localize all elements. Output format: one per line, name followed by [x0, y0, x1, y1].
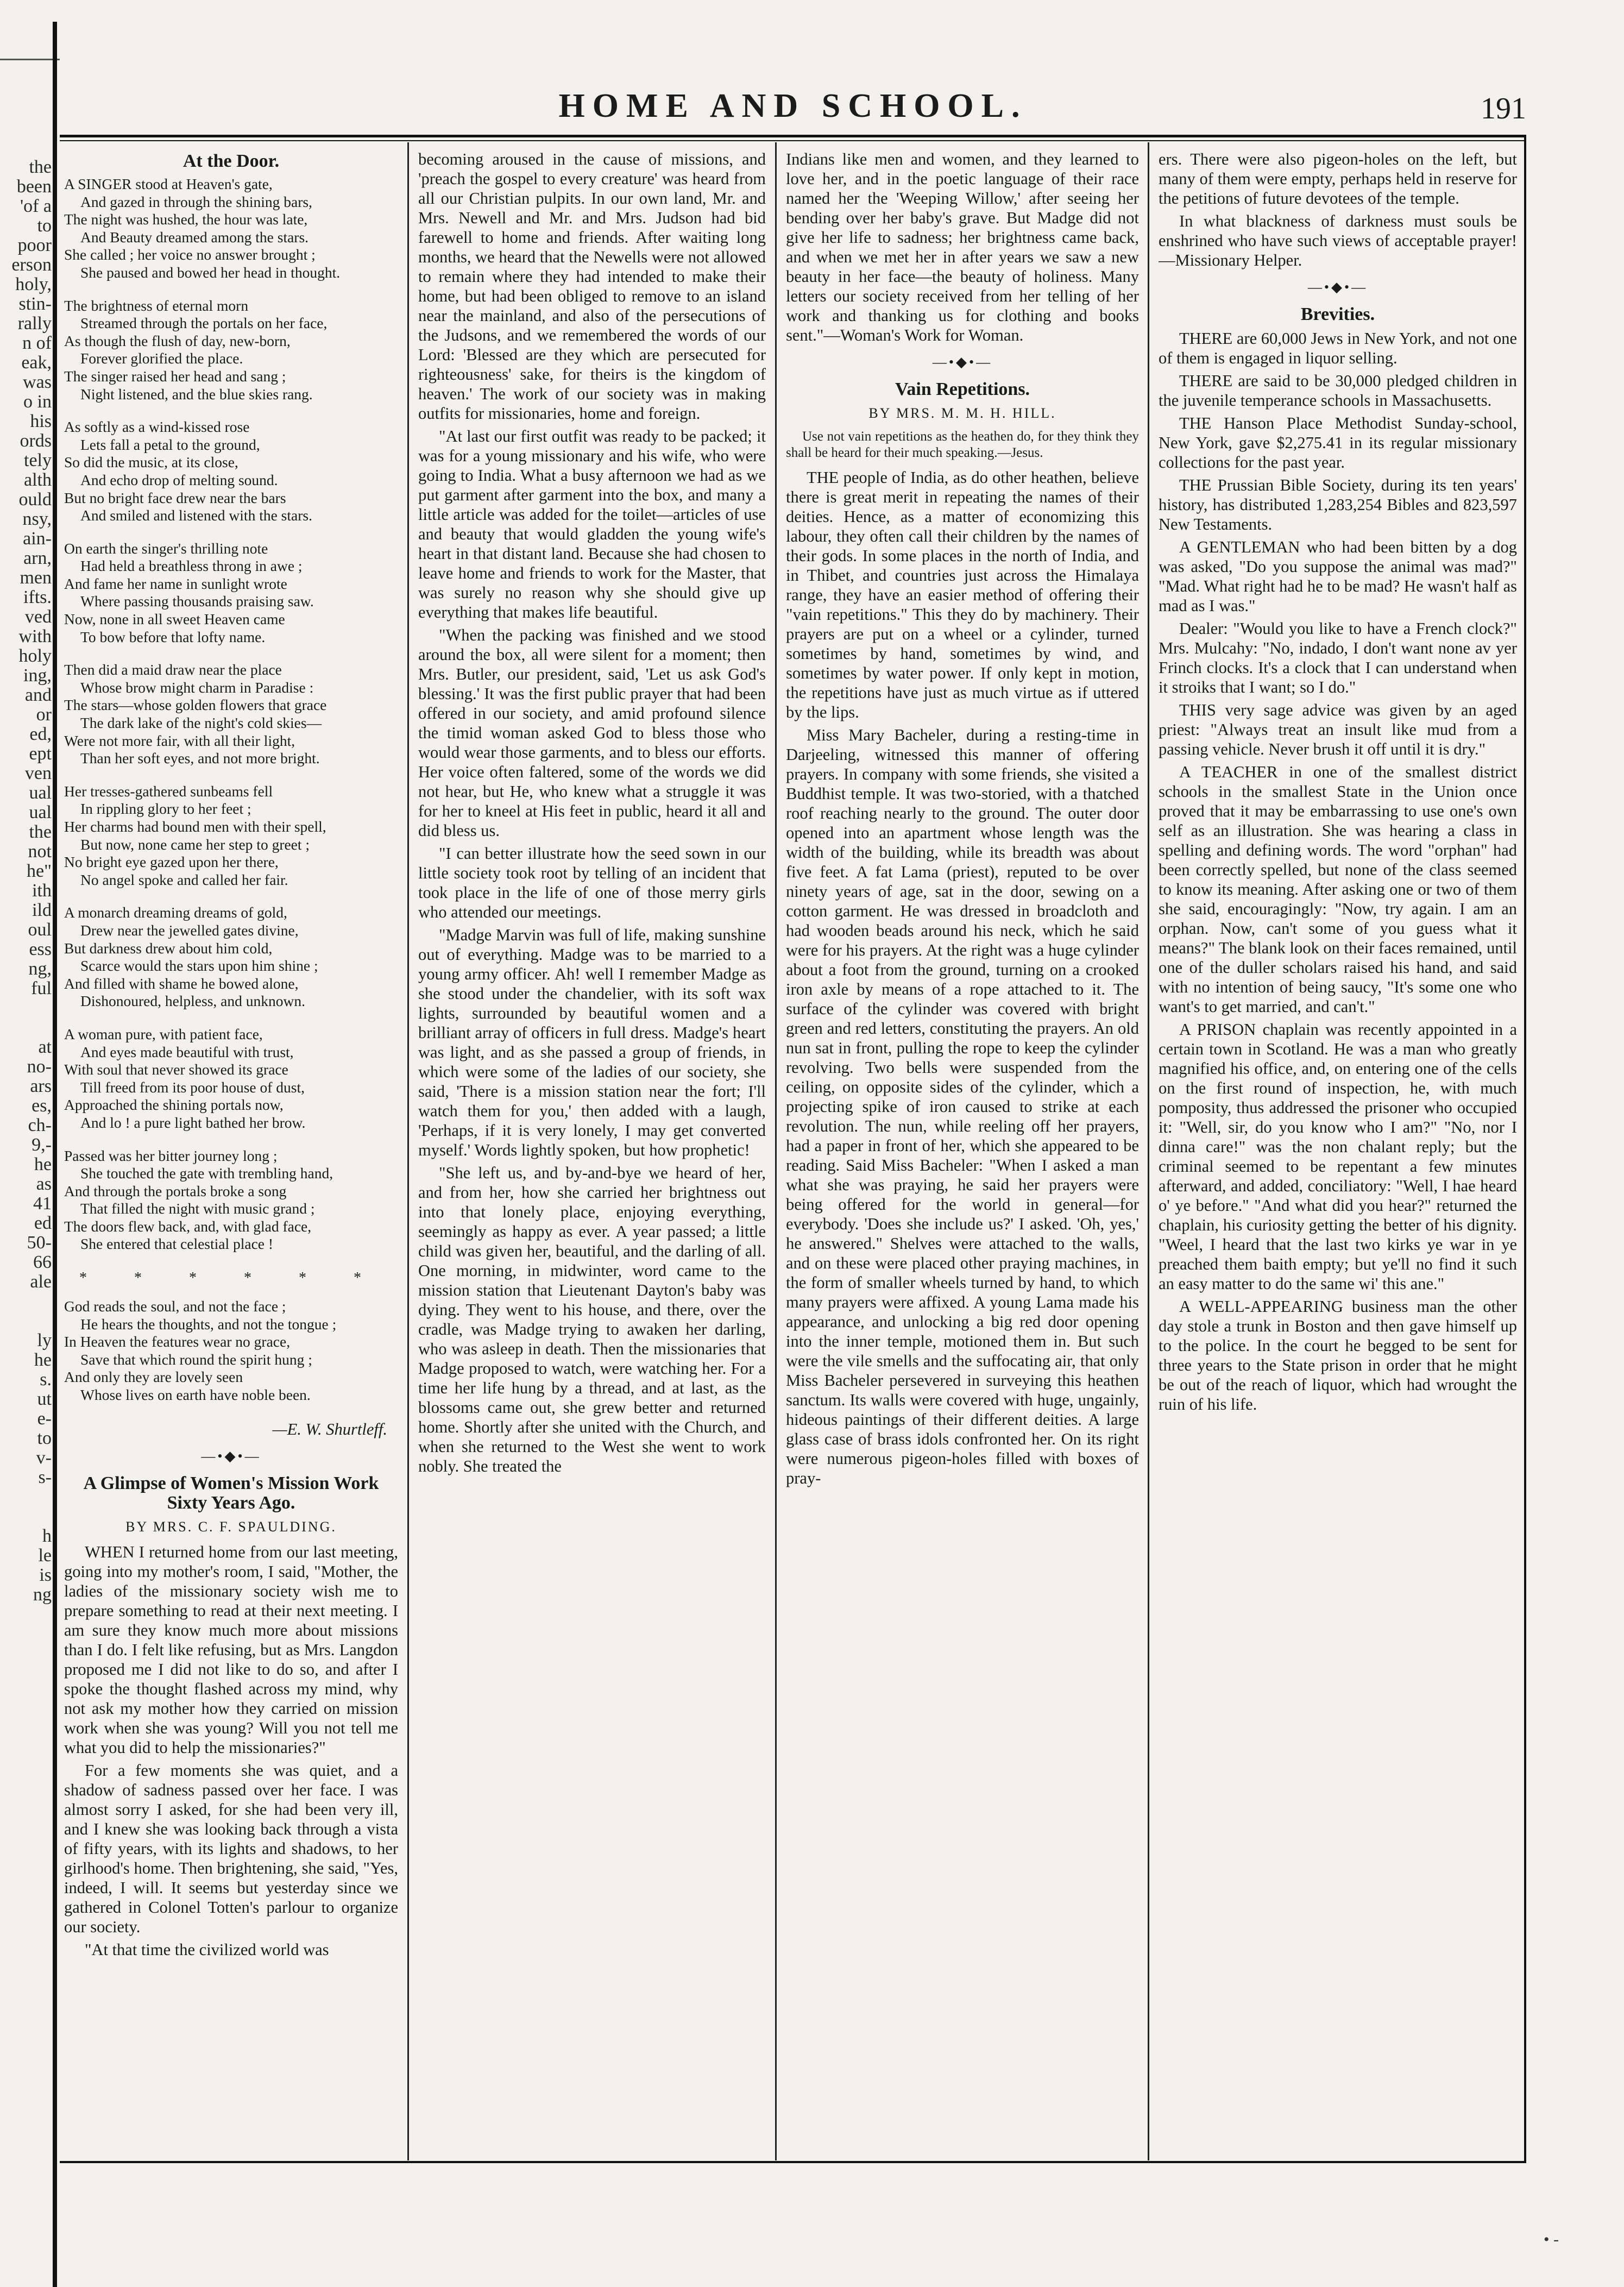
edge-fragment: ual	[29, 783, 52, 803]
edge-fragment	[0, 1487, 52, 1507]
poem-line: And echo drop of melting sound.	[80, 471, 278, 488]
page-number: 191	[1481, 92, 1526, 125]
vain-body-col3	[786, 468, 1139, 1488]
poem-line: Scarce would the stars upon him shine ;	[80, 957, 318, 975]
edge-fragment: erson	[11, 255, 52, 275]
poem-line: Night listened, and the blue skies rang.	[80, 385, 313, 403]
poem-line: And only they are lovely seen	[64, 1368, 243, 1386]
edge-fragment: or	[36, 705, 52, 725]
paragraph: THE Hanson Place Methodist Sunday-school, New York, gave $2,275.41 in its regular missionary collections for the past year.	[1159, 414, 1517, 472]
edge-fragment: men	[20, 568, 52, 588]
paragraph: "When the packing was finished and we stood around the box, all were silent for a moment; then Mrs. Butler, our president, said, 'Let us ask God's blessing.' It was the first public prayer that had been offered in our society, and amid profound silence the timid woman asked God to bless those who would wear those garments, and to bless our efforts. Her voice often faltered, some of the words we did not hear, but He, who knew what a struggle it was for her to kneel at His feet in public, heard it all and did bless us.	[418, 626, 766, 840]
poem-stanza	[64, 661, 398, 768]
edge-fragment: ved	[24, 607, 52, 627]
edge-fragment	[0, 1311, 52, 1331]
edge-fragment	[0, 1624, 52, 1644]
edge-fragment: he	[34, 1350, 52, 1370]
edge-fragment: le	[38, 1545, 52, 1566]
edge-fragment: ifts.	[23, 587, 52, 607]
poem-line: But no bright face drew near the bars	[64, 489, 286, 506]
poem-line: In rippling glory to her feet ;	[80, 800, 251, 818]
poem-line: Streamed through the portals on her face,	[80, 315, 328, 332]
poem-line: Had held a breathless throng in awe ;	[80, 557, 303, 575]
paragraph: THE Prussian Bible Society, during its ten years' history, has distributed 1,283,254 Bibles and 823,597 New Testaments.	[1159, 476, 1517, 533]
poem-line: And Beauty dreamed among the stars.	[80, 228, 309, 246]
edge-fragment: 66	[33, 1252, 52, 1272]
edge-fragment: ut	[37, 1389, 52, 1409]
poem-stanza	[64, 418, 398, 525]
header-rule-thin	[60, 140, 1526, 141]
edge-fragment: rally	[17, 313, 52, 334]
edge-fragment: was	[23, 372, 52, 392]
edge-fragment	[0, 1605, 52, 1624]
glimpse-body-col2	[418, 149, 766, 1476]
poem-signature: —E. W. Shurtleff.	[272, 1419, 387, 1438]
poem-line: No bright eye gazed upon her there,	[64, 853, 279, 871]
edge-fragment: ale	[30, 1272, 52, 1292]
poem-stanza	[64, 1147, 398, 1254]
paragraph: "I can better illustrate how the seed sown in our little society took root by telling of an incident that took place in the life of one of those merry girls who attended our meetings.	[418, 844, 766, 921]
poem-line: Her charms had bound men with their spell,	[64, 818, 326, 835]
edge-fragment	[0, 1663, 52, 1683]
edge-fragment	[0, 1742, 52, 1761]
glimpse-byline: BY MRS. C. F. SPAULDING.	[125, 1518, 337, 1535]
brevities-title: Brevities.	[1300, 304, 1375, 324]
edge-fragment: alth	[24, 470, 52, 490]
edge-fragment: ng	[33, 1585, 52, 1605]
edge-fragment: eak,	[21, 353, 52, 373]
poem-line: Whose brow might charm in Paradise :	[80, 678, 314, 696]
poem-line: She called ; her voice no answer brought ;	[64, 246, 316, 263]
paragraph: THIS very sage advice was given by an aged priest: "Always treat an insult like mud from a passing vehicle. Never brush it off until it is dry."	[1159, 701, 1517, 758]
edge-fragment: stin-	[18, 294, 52, 314]
poem-body	[64, 175, 398, 1253]
top-left-rule	[0, 59, 60, 60]
edge-fragment: the	[29, 822, 52, 842]
header-rule	[60, 135, 1526, 137]
edge-fragment: n of	[22, 333, 52, 353]
poem-line: Lets fall a petal to the ground,	[80, 436, 260, 453]
edge-fragment: he	[34, 1154, 52, 1174]
paragraph: Indians like men and women, and they learned to love her, and in the poetic language of their race named her the 'Weeping Willow,' after seeing her bending over her baby's grave. But Madge did not give her life to sadness; her brightness came back, and when we met her in after years we saw a new beauty in her face—the beauty of holiness. Many letters our society received from her telling of her work and thanking us for clothing and books sent."—Woman's Work for Woman.	[786, 150, 1139, 344]
poem-line: Forever glorified the place.	[80, 350, 243, 367]
poem-line: He hears the thoughts, and not the tongue ;	[80, 1315, 337, 1333]
edge-fragment: ed,	[29, 724, 52, 744]
paragraph: WHEN I returned home from our last meeting, going into my mother's room, I said, "Mother, the ladies of the missionary society wish me to prepare something to read at their next meeting. I am sure they know much more about missions than I do. I felt like refusing, but as Mrs. Langdon proposed me I did not like to do so, and after I spoke the thought flashed across my mind, why not ask my mother how they carried on mission work when she was young? Will you not tell me what you did to help the missionaries?"	[64, 1542, 398, 1757]
column-rule-2	[775, 142, 777, 2160]
edge-fragment: to	[37, 216, 52, 236]
left-margin-fragments	[0, 158, 52, 2113]
poem-stanza	[64, 175, 398, 282]
paragraph: A PRISON chaplain was recently appointed in a certain town in Scotland. He was a man who greatly magnified his office, and, on entering one of the cells on the first round of inspection, he, with much pomposity, thus addressed the prisoner who occupied it: "Well, sir, do you know who I am?" "No, nor I dinna care!" was the non chalant reply; but the criminal seemed to be repentant a few minutes afterward, and added, conciliatory: "Well, I hae heard o' ye before." "And what did you hear?" returned the chaplain, his curiosity getting the better of his dignity. "Weel, I heard that the last two kirks ye war in ye preached them baith empty; but ye'll no find it such an easy matter to do the same wi' this ane."	[1159, 1020, 1517, 1293]
paragraph: A TEACHER in one of the smallest district schools in the smallest State in the Union once proved that it may be embarrassing to use one's own self as an illustration. She was hearing a class in spelling and defining words. The word "orphan" had been correctly spelled, but none of the class seemed to know its meaning. After asking one or two of them she said, encouragingly: "Now, try again. I am an orphan. Now, can't some of you guess what it means?" The blank look on their faces remained, until one of the duller scholars raised his hand, and said with no intention of being saucy, "It's some one who want's to get married, and can't."	[1159, 763, 1517, 1016]
poem-line: In Heaven the features wear no grace,	[64, 1333, 291, 1350]
poem-stanza	[64, 1026, 398, 1132]
edge-fragment: v-	[36, 1448, 52, 1468]
running-head: HOME AND SCHOOL.	[558, 87, 1028, 124]
paragraph: ers. There were also pigeon-holes on the left, but many of them were empty, perhaps held in reserve for the petitions of future devotees of the temple.	[1159, 150, 1517, 208]
edge-fragment: ed	[34, 1213, 52, 1233]
edge-fragment: o in	[23, 392, 52, 412]
paragraph: THE people of India, as do other heathen, believe there is great merit in repeating the names of their deities. Hence, as a matter of economizing this labour, they often call their children by the names of their gods. In some places in the north of India, and in Thibet, and countries just across the Himalaya range, they have an easier method of offering their "vain repetitions." This they do by machinery. Their prayers are put on a wheel or a cylinder, turned sometimes by hand, sometimes by wind, and sometimes by water power. If only kept in motion, the repetitions have just as much virtue as if uttered by the lips.	[786, 468, 1139, 721]
poem-line: Passed was her bitter journey long ;	[64, 1147, 278, 1164]
paragraph: Miss Mary Bacheler, during a resting-time in Darjeeling, witnessed this manner of offering prayers. In company with some friends, she visited a Buddhist temple. It was two-storied, with a thatched roof reaching nearly to the ground. The outer door opened into an apartment whose length was the width of the building, while its breadth was about five feet. A fat Lama (priest), reputed to be over ninety years of age, sat in the door, sewing on a cotton garment. He was dressed in broadcloth and had wooden beads around his neck, which he said were for his prayers. At the right was a huge cylinder about a foot from the ground, turning on a crooked iron axle by means of a rope attached to it. The surface of the cylinder was covered with bright green and red letters, constituting the prayers. An old nun sat in front, pulling the rope to keep the cylinder revolving. Two bells were suspended from the ceiling, on opposite sides of the cylinder, which a projecting spike of iron caused to strike at each revolution. The nun, while reeling off her prayers, had a paper in front of her, which she appeared to be reading. Said Miss Bacheler: "When I asked a man what she was praying, he said her prayers were being offered for the world in general—for everybody. 'Does she include us?' I asked. 'Oh, yes,' he answered." Shelves were attached to the walls, and on these were placed other praying machines, in the form of smaller wheels turned by hand, to which many prayers were affixed. A young Lama made his appearance, and unlocking a big red door opening into the inner temple, motioned them in. But such were the vile smells and the suffocating air, that only Miss Bacheler persevered in surveying this heathen sanctum. Its walls were covered with huge, ungainly, hideous paintings of their different deities. A large glass case of brass idols confronted her. On its right were numerous pigeon-holes filled with boxes of pray-	[786, 726, 1139, 1487]
edge-fragment: s.	[40, 1369, 52, 1390]
edge-fragment: the	[29, 158, 52, 177]
glimpse-body-col1	[64, 1542, 398, 1959]
poem-line: And through the portals broke a song	[64, 1182, 287, 1199]
poem-line: The dark lake of the night's cold skies—	[80, 714, 322, 732]
poem-line: God reads the soul, and not the face ;	[64, 1298, 286, 1315]
edge-fragment	[0, 1722, 52, 1742]
edge-fragment: ith	[32, 881, 52, 901]
poem-line: And smiled and listened with the stars.	[80, 507, 312, 524]
poem-line: That filled the night with music grand ;	[80, 1200, 315, 1217]
poem-line: Then did a maid draw near the place	[64, 661, 282, 678]
edge-fragment: s-	[38, 1467, 52, 1487]
paragraph: Dealer: "Would you like to have a French clock?" Mrs. Mulcahy: "No, indado, I don't want none av yer Frinch clocks. It's a clock that I can understand when it stroiks that I want; so I do."	[1159, 619, 1517, 696]
edge-fragment: ept	[29, 744, 52, 764]
poem-line: As softly as a wind-kissed rose	[64, 418, 250, 436]
page-gutter-rule	[53, 22, 57, 2287]
glimpse-body-col3	[786, 149, 1139, 345]
poem-line: To bow before that lofty name.	[80, 628, 266, 645]
poem-stars: * * * * * *	[79, 1270, 383, 1287]
vain-title: Vain Repetitions.	[895, 379, 1030, 399]
column-rule-1	[407, 142, 409, 2160]
poem-stanza	[64, 540, 398, 646]
edge-fragment: holy,	[15, 274, 52, 294]
poem-stanza	[64, 783, 398, 889]
edge-fragment: holy	[18, 646, 52, 666]
edge-fragment: been	[16, 177, 52, 197]
poem-line: The doors flew back, and, with glad face,	[64, 1217, 312, 1235]
poem-line: As though the flush of day, new-born,	[64, 332, 291, 349]
edge-fragment: es,	[32, 1096, 52, 1116]
column-rule-3	[1148, 142, 1149, 2160]
poem-line: Dishonoured, helpless, and unknown.	[80, 992, 305, 1010]
poem-line: Were not more fair, with all their light,	[64, 732, 295, 749]
poem-line: A woman pure, with patient face,	[64, 1025, 263, 1042]
edge-fragment: h	[42, 1526, 52, 1546]
poem-line: She entered that celestial place !	[80, 1235, 274, 1253]
poem-line: Save that which round the spirit hung ;	[80, 1350, 312, 1368]
vain-epigraph: Use not vain repetitions as the heathen do, for they think they shall be heard for their much speaking.—Jesus.	[786, 429, 1139, 460]
poem-line: Than her soft eyes, and not more bright.	[80, 750, 320, 767]
poem-line: And fame her name in sunlight wrote	[64, 575, 287, 592]
edge-fragment: ess	[29, 939, 52, 959]
paragraph: A WELL-APPEARING business man the other day stole a trunk in Boston and then gave himself up to the police. In the court he begged to be sent for three years to the State prison in order that he might be out of the reach of liquor, which had wrought the ruin of his life.	[1159, 1297, 1517, 1413]
vain-body-col4	[1159, 149, 1517, 270]
edge-fragment: as	[36, 1174, 52, 1194]
edge-fragment: 'of a	[20, 196, 52, 216]
edge-fragment: ould	[18, 489, 52, 510]
edge-fragment: oul	[28, 920, 52, 940]
edge-fragment: ords	[20, 431, 52, 451]
paragraph: "She left us, and by-and-bye we heard of her, and from her, how she carried her brightness out into that lonely place, enjoying everything, seemingly as happy as ever. A year passed; a little child was given her, beautiful, and the darling of all. One morning, in midwinter, word came to the mission station that Lieutenant Dayton's baby was dying. They went to his house, and there, over the cradle, was Madge trying to awaken her darling, who was asleep in death. Then the missionaries that Madge proposed to watch, were watching her. For a time her life hung by a thread, and at last, as the blossoms came out, she grew better and returned home. Shortly after she united with the Church, and when she returned to the West she went to work nobly. She treated the	[418, 1164, 766, 1475]
glimpse-title: A Glimpse of Women's Mission Work Sixty Years Ago.	[83, 1473, 379, 1513]
poem-line: But now, none came her step to greet ;	[80, 835, 310, 853]
poem-stanza	[64, 297, 398, 404]
poem-line: A SINGER stood at Heaven's gate,	[64, 175, 273, 192]
column-3	[786, 149, 1139, 2154]
edge-fragment: to	[37, 1428, 52, 1448]
edge-fragment: poor	[17, 235, 52, 255]
column-1	[64, 149, 398, 2154]
paragraph: THERE are said to be 30,000 pledged children in the juvenile temperance schools in Massachusetts.	[1159, 372, 1517, 410]
poem-stanza	[64, 904, 398, 1010]
poem-stanza	[64, 1298, 398, 1404]
page-header	[60, 81, 1526, 141]
edge-fragment: not	[28, 841, 52, 862]
poem-line: With soul that never showed its grace	[64, 1061, 288, 1078]
edge-fragment: with	[18, 626, 52, 646]
poem-line: On earth the singer's thrilling note	[64, 539, 268, 557]
poem-line: The stars—whose golden flowers that grace	[64, 696, 327, 714]
poem-line: And lo ! a pure light bathed her brow.	[80, 1114, 306, 1131]
vain-byline: BY MRS. M. M. H. HILL.	[868, 405, 1056, 421]
footer-mark: • -	[1544, 2231, 1559, 2248]
section-divider: —•◆•—	[201, 1448, 261, 1464]
paragraph: For a few moments she was quiet, and a shadow of sadness passed over her face. I was almost sorry I asked, for she had been very ill, and I knew she was looking back through a vista of fifty years, with its lights and shadows, to her girlhood's home. Then brightening, she said, "Yes, indeed, I will. It seems but yesterday since we gathered in Colonel Totten's parlour to organize our society.	[64, 1761, 398, 1936]
poem-line: The night was hushed, the hour was late,	[64, 211, 308, 228]
poem-title: At the Door.	[182, 151, 280, 171]
edge-fragment: ual	[29, 802, 52, 822]
brevities-list	[1159, 329, 1517, 1414]
edge-fragment	[0, 1018, 52, 1038]
poem-line: Drew near the jewelled gates divine,	[80, 921, 299, 939]
edge-fragment: his	[30, 411, 52, 431]
edge-fragment: tely	[24, 450, 52, 470]
poem-line: Now, none in all sweet Heaven came	[64, 611, 285, 628]
edge-fragment: nsy,	[22, 509, 52, 529]
edge-fragment: ain-	[23, 529, 52, 549]
paragraph: In what blackness of darkness must souls be enshrined who have such views of acceptable prayer!—Missionary Helper.	[1159, 212, 1517, 269]
footer-rule	[60, 2161, 1526, 2163]
poem-line: A monarch dreaming dreams of gold,	[64, 904, 287, 921]
edge-fragment: ly	[37, 1330, 52, 1350]
edge-fragment: at	[38, 1037, 52, 1057]
right-frame-rule	[1524, 135, 1526, 2161]
poem-line: Till freed from its poor house of dust,	[80, 1078, 305, 1096]
edge-fragment: arn,	[23, 548, 52, 568]
poem-line: Approached the shining portals now,	[64, 1096, 284, 1114]
poem-line: And filled with shame he bowed alone,	[64, 975, 299, 992]
edge-fragment	[0, 1702, 52, 1722]
paragraph: A GENTLEMAN who had been bitten by a dog was asked, "Do you suppose the animal was mad?" "Mad. What right had he to be mad? He wasn't half as mad as I was."	[1159, 538, 1517, 615]
section-divider: —•◆•—	[932, 354, 993, 370]
edge-fragment: e-	[37, 1409, 52, 1429]
poem-final-stanza	[64, 1298, 398, 1404]
edge-fragment	[0, 1292, 52, 1311]
paragraph: "At last our first outfit was ready to be packed; it was for a young missionary and his wife, who were going to India. What a busy afternoon we had as we put garment after garment into the box, and many a little article was added for the toilet—articles of use and beauty that would gladden the young wife's heart in that distant land. Because she had chosen to leave home and friends to work for the Master, that was surely no reason why she should give up everything that makes life beautiful.	[418, 427, 766, 621]
edge-fragment: ven	[24, 763, 52, 783]
poem-line: But darkness drew about him cold,	[64, 939, 273, 957]
edge-fragment: 9,-	[32, 1135, 52, 1155]
edge-fragment: ild	[32, 900, 52, 920]
poem-line: So did the music, at its close,	[64, 454, 238, 471]
edge-fragment: ng,	[28, 959, 52, 979]
edge-fragment: 50-	[27, 1233, 52, 1253]
edge-fragment: no-	[27, 1057, 52, 1077]
edge-fragment: ing,	[23, 665, 52, 686]
paragraph: "At that time the civilized world was	[85, 1940, 329, 1959]
edge-fragment: is	[39, 1565, 52, 1585]
poem-line: She touched the gate with trembling hand,	[80, 1165, 333, 1182]
edge-fragment	[0, 998, 52, 1018]
poem-line: Her tresses-gathered sunbeams fell	[64, 782, 273, 800]
edge-fragment: ars	[30, 1076, 52, 1096]
column-4	[1159, 149, 1517, 2154]
paragraph: becoming aroused in the cause of missions, and 'preach the gospel to every creature' was heard from all our Christian pulpits. In our own land, Mr. and Mrs. Newell and Mr. and Mrs. Judson had bid farewell to home and friends. After waiting long months, we heard that the Newells were not allowed to remain where they had intended to make their home, but had been obliged to remove to an island near the mainland, and also of the persecutions of the Judsons, and we remembered the words of our Lord: 'Blessed are they which are persecuted for righteousness' sake, for theirs is the kingdom of heaven.' The work of our society was in making outfits for missionaries, home and foreign.	[418, 150, 766, 423]
poem-line: Where passing thousands praising saw.	[80, 593, 314, 610]
paragraph: "Madge Marvin was full of life, making sunshine out of everything. Madge was to be married to a young army officer. Ah! well I remember Madge as she stood under the chandelier, with its soft wax lights, surrounded by beautiful women and a brilliant array of officers in full dress. Madge's heart was light, and as she passed a group of friends, in which were some of the ladies of our society, she said, 'There is a mission station near the fort; I'll watch them for you,' then added with a laugh, 'Perhaps, if it is very lonely, I may get converted myself.' Words lightly spoken, but how prophetic!	[418, 926, 766, 1159]
edge-fragment	[0, 1683, 52, 1702]
poem-line: And eyes made beautiful with trust,	[80, 1043, 294, 1060]
edge-fragment: and	[24, 685, 52, 705]
section-divider: —•◆•—	[1307, 279, 1368, 295]
edge-fragment: 41	[33, 1193, 52, 1214]
edge-fragment	[0, 1644, 52, 1663]
poem-line: She paused and bowed her head in thought.	[80, 263, 341, 281]
poem-line: The brightness of eternal morn	[64, 297, 249, 314]
poem-line: And gazed in through the shining bars,	[80, 193, 312, 210]
poem-line: No angel spoke and called her fair.	[80, 871, 288, 888]
edge-fragment: he"	[27, 861, 52, 881]
paragraph: THERE are 60,000 Jews in New York, and not one of them is engaged in liquor selling.	[1159, 329, 1517, 367]
edge-fragment	[0, 1507, 52, 1526]
poem-line: The singer raised her head and sang ;	[64, 367, 286, 385]
column-2	[418, 149, 766, 2154]
edge-fragment: ch-	[28, 1115, 52, 1135]
poem-line: Whose lives on earth have noble been.	[80, 1386, 311, 1404]
edge-fragment: ful	[31, 978, 52, 998]
